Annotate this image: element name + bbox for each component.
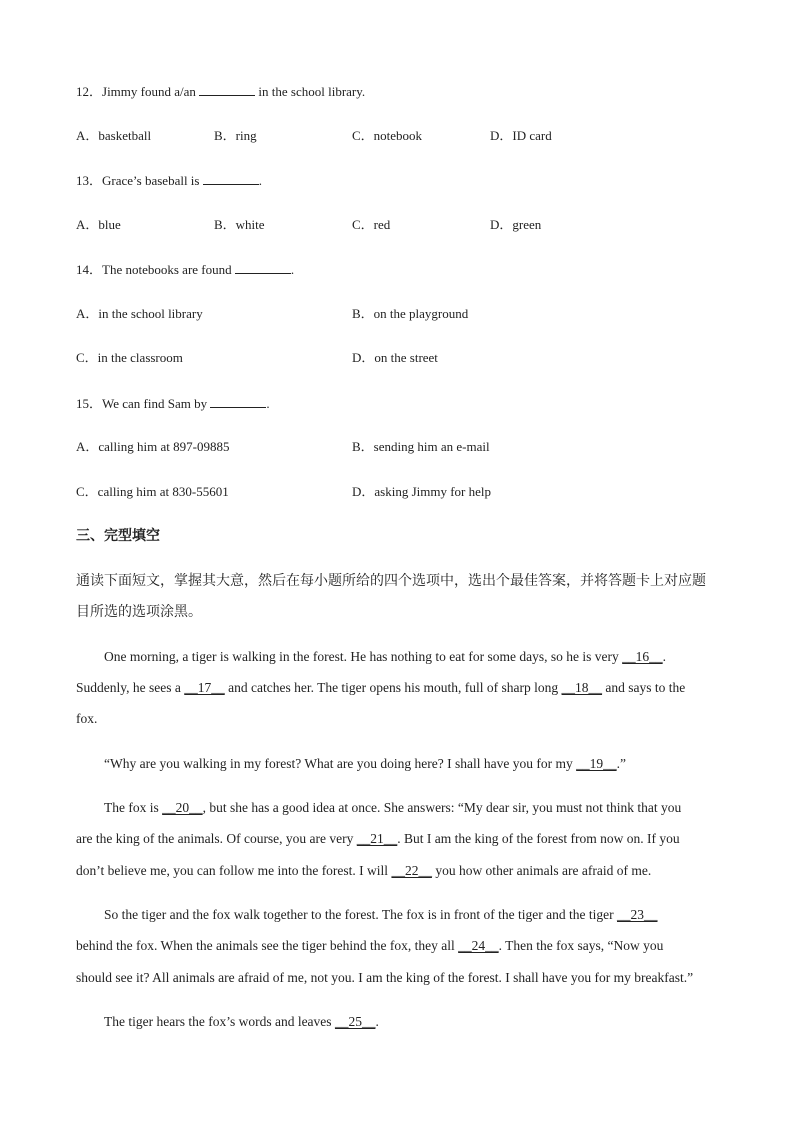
question-stem: Jimmy found a/an [102, 84, 200, 99]
option-b[interactable]: B．ring [214, 128, 257, 143]
cloze-blank-24: __24__ [458, 938, 499, 953]
question-12 [76, 83, 365, 100]
cloze-blank-20: __20__ [162, 800, 203, 815]
passage-p1-line-1: One morning, a tiger is walking in the forest. He has nothing to eat for some days, so he is very __16__. [104, 649, 667, 664]
cloze-blank-18: __18__ [561, 680, 603, 695]
question-number: 12． [76, 84, 103, 99]
question-15 [76, 395, 270, 412]
option-d[interactable]: D．ID card [490, 128, 552, 143]
section-title: 三、完型填空 [76, 528, 160, 544]
question-stem-end: in the school library. [255, 84, 366, 99]
passage-p2: “Why are you walking in my forest? What are you doing here? I shall have you for my __19__.” [104, 756, 626, 771]
option-a[interactable]: A．basketball [76, 128, 152, 143]
passage-p4-line-2: behind the fox. When the animals see the tiger behind the fox, they all __24__. Then the fox says, “Now you [76, 938, 664, 953]
option-a[interactable]: A．calling him at 897-09885 [76, 439, 230, 454]
cloze-blank-21: __21__ [356, 831, 398, 846]
passage-p5: The tiger hears the fox’s words and leaves __25__. [104, 1014, 379, 1029]
question-stem: Grace’s baseball is [102, 173, 203, 188]
option-c[interactable]: C．calling him at 830-55601 [76, 484, 229, 499]
cloze-blank-22: __22__ [391, 863, 432, 878]
section-instruction-line-1: 通读下面短文，掌握其大意，然后在每小题所给的四个选项中，选出个最佳答案，并将答题卡上对应题 [76, 573, 706, 589]
answer-blank [210, 395, 266, 408]
passage-p3-line-2: are the king of the animals. Of course, you are very __21__. But I am the king of the forest from now on. If you [76, 831, 680, 846]
cloze-blank-16: __16__ [622, 649, 663, 664]
option-c[interactable]: C．red [352, 217, 391, 232]
cloze-blank-17: __17__ [184, 680, 225, 695]
passage-p4-line-1: So the tiger and the fox walk together to the forest. The fox is in front of the tiger and the tiger __23__ [104, 907, 658, 922]
question-number: 15． [76, 396, 103, 411]
option-b[interactable]: B．on the playground [352, 306, 469, 321]
option-a[interactable]: A．blue [76, 217, 121, 232]
option-c[interactable]: C．in the classroom [76, 350, 183, 365]
passage-p4-line-3: should see it? All animals are afraid of me, not you. I am the king of the forest. I shall have you for my breakfast.” [76, 970, 694, 985]
question-stem-end: . [290, 262, 295, 277]
question-stem: We can find Sam by [102, 396, 211, 411]
passage-p1-line-2: Suddenly, he sees a __17__ and catches her. The tiger opens his mouth, full of sharp long __18__ and says to the [76, 680, 686, 695]
answer-blank [235, 261, 291, 274]
question-number: 14． [76, 262, 103, 277]
passage-p3-line-1: The fox is __20__, but she has a good idea at once. She answers: “My dear sir, you must not think that you [104, 800, 682, 815]
question-14 [76, 261, 294, 278]
answer-blank [203, 172, 259, 185]
option-c[interactable]: C．notebook [352, 128, 423, 143]
passage-p3-line-3: don’t believe me, you can follow me into the forest. I will __22__ you how other animals are afraid of me. [76, 863, 652, 878]
cloze-blank-19: __19__ [576, 756, 617, 771]
question-stem-end: . [266, 396, 270, 411]
question-13 [76, 172, 262, 189]
option-a[interactable]: A．in the school library [76, 306, 203, 321]
option-d[interactable]: D．green [490, 217, 542, 232]
option-b[interactable]: B．sending him an e-mail [352, 439, 490, 454]
answer-blank [199, 83, 255, 96]
option-d[interactable]: D．asking Jimmy for help [352, 484, 492, 499]
option-d[interactable]: D．on the street [352, 350, 438, 365]
passage-p1-line-3: fox. [76, 711, 98, 726]
question-stem-end: . [258, 173, 262, 188]
question-number: 13． [76, 173, 103, 188]
cloze-blank-23: __23__ [617, 907, 658, 922]
section-instruction-line-2: 目所选的选项涂黑。 [76, 604, 202, 620]
cloze-blank-25: __25__ [334, 1014, 376, 1029]
option-b[interactable]: B．white [214, 217, 265, 232]
question-stem: The notebooks are found [102, 262, 235, 277]
